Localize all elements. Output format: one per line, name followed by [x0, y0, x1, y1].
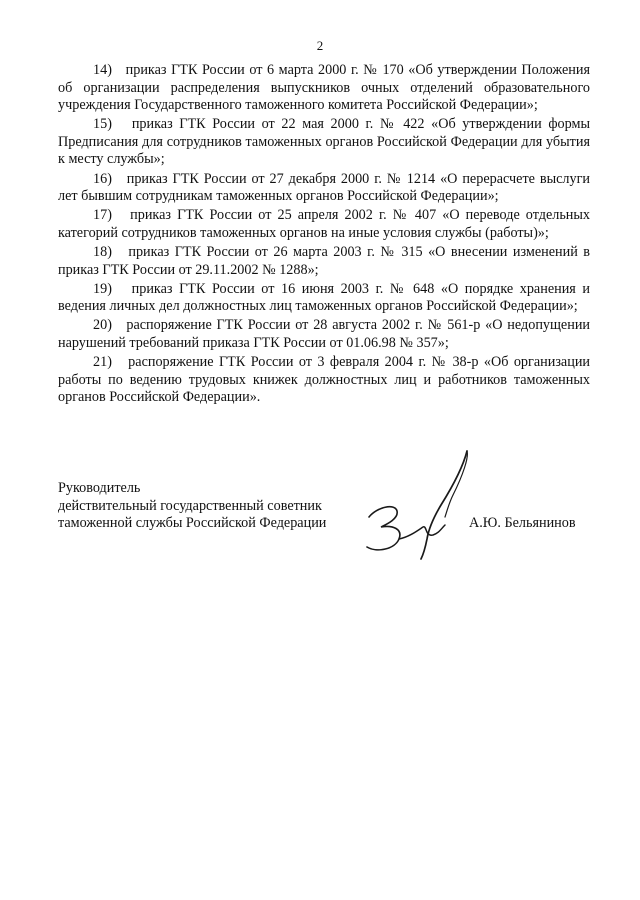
item-number: 15) — [93, 116, 112, 133]
list-item — [58, 62, 590, 115]
item-text: приказ ГТК России от 6 марта 2000 г. № 170 «Об утверждении Положения об организации распределения выпускников очных отделений образовательного учреждения Государственного таможенного комитета Российской Федерации»; — [58, 62, 591, 114]
item-text: приказ ГТК России от 26 марта 2003 г. № 315 «О внесении изменений в приказ ГТК России от 29.11.2002 № 1288»; — [58, 243, 590, 278]
signatory-title-line: Руководитель — [58, 480, 141, 496]
signatory-title-line: действительный государственный советник — [58, 497, 322, 514]
item-text: приказ ГТК России от 16 июня 2003 г. № 648 «О порядке хранения и ведения личных дел должностных лиц таможенных органов Российской Федерации»; — [58, 280, 590, 315]
list-item — [58, 281, 590, 316]
list-item — [58, 317, 590, 352]
item-number: 17) — [93, 207, 112, 224]
list-item — [58, 171, 590, 206]
item-text: распоряжение ГТК России от 28 августа 2002 г. № 561-р «О недопущении нарушений требований приказа ГТК России от 01.06.98 № 357»; — [58, 317, 591, 351]
item-number: 18) — [93, 243, 112, 260]
signatory-name: А.Ю. Бельянинов — [469, 515, 576, 531]
item-text: приказ ГТК России от 25 апреля 2002 г. № 407 «О переводе отдельных категорий сотрудников таможенных органов на иные условия службы (работы)»; — [58, 207, 591, 241]
list-item — [58, 244, 590, 279]
list-item — [58, 116, 590, 169]
item-number: 21) — [93, 354, 112, 370]
item-number: 19) — [93, 280, 112, 297]
order-list — [58, 62, 590, 408]
item-number: 16) — [93, 170, 112, 187]
item-text: приказ ГТК России от 22 мая 2000 г. № 422 «Об утверждении формы Предписания для сотрудников таможенных органов Российской Федерации для убытия к месту службы»; — [58, 116, 590, 168]
item-text: распоряжение ГТК России от 3 февраля 2004 г. № 38-р «Об организации работы по ведению трудовых книжек должностных лиц и работников таможенных органов Российской Федерации». — [58, 354, 591, 406]
list-item — [58, 207, 590, 242]
item-number: 20) — [93, 317, 112, 334]
signatory-title-line: таможенной службы Российской Федерации — [58, 515, 327, 531]
list-item — [58, 354, 590, 407]
page-number: 2 — [316, 38, 324, 53]
signatory-title — [58, 480, 326, 533]
item-number: 14) — [93, 62, 112, 78]
item-text: приказ ГТК России от 27 декабря 2000 г. № 1214 «О перерасчете выслуги лет бывшим сотрудникам таможенных органов Российской Федерации»; — [58, 170, 591, 205]
signature-block — [58, 480, 590, 560]
handwritten-signature-icon — [355, 445, 475, 565]
